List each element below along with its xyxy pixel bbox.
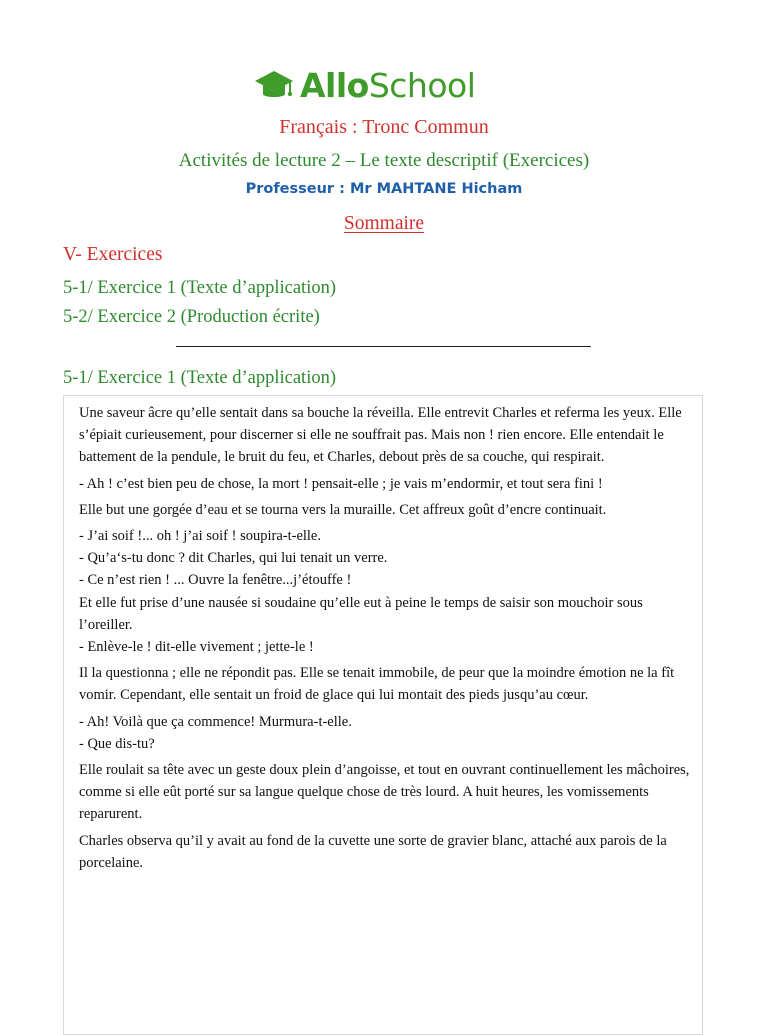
text-paragraph: Une saveur âcre qu’elle sentait dans sa bouche la réveilla. Elle entrevit Charles et referma les yeux. Elle s’épiait curieusement, pour discerner si elle ne souffrait pas. Mais non ! rien encore. Elle entendait le battement de la pendule, le bruit du feu, et Charles, debout près de sa couche, qui respirait. [79, 405, 682, 466]
text-paragraph: Il la questionna ; elle ne répondit pas. Elle se tenait immobile, de peur que la moindre émotion ne la fît vomir. Cependant, elle sentait un froid de glace qui lui montait des pieds jusqu’au cœur. [79, 665, 675, 704]
divider [176, 346, 591, 347]
text-paragraph: Charles observa qu’il y avait au fond de la cuvette une sorte de gravier blanc, attaché aux parois de la porcelaine. [79, 832, 667, 871]
text-paragraph: Et elle fut prise d’une nausée si soudaine qu’elle eut à peine le temps de saisir son mouchoir sous l’oreiller. [79, 594, 643, 633]
text-paragraph: - Ah ! c’est bien peu de chose, la mort ! pensait-elle ; je vais m’endormir, et tout sera fini ! [79, 475, 603, 492]
brand-name [300, 66, 475, 106]
text-paragraph: - Que dis-tu? [79, 735, 155, 752]
text-paragraph: Elle roulait sa tête avec un geste doux plein d’angoisse, et tout en ouvrant continuellement les mâchoires, comme si elle eût porté sur sa langue quelque chose de très lourd. A huit heures, les vomissements reparurent. [79, 762, 690, 823]
summary-title: Sommaire [343, 213, 425, 234]
text-paragraph: Elle but une gorgée d’eau et se tourna vers la muraille. Cet affreux goût d’encre continuait. [79, 501, 607, 518]
text-paragraph: - Ah! Voilà que ça commence! Murmura-t-elle. [79, 713, 352, 730]
teacher-name: Professeur : Mr MAHTANE Hicham [245, 181, 523, 197]
section-title: V- Exercices [63, 244, 163, 265]
text-paragraph: - Enlève-le ! dit-elle vivement ; jette-le ! [79, 639, 314, 656]
text-paragraph: - J’ai soif !... oh ! j’ai soif ! soupira-t-elle. [79, 528, 321, 545]
exercise-text [79, 402, 691, 874]
alloschool-logo[interactable] [254, 66, 475, 106]
brand-name-bold: Allo [300, 66, 369, 105]
toc-item-exercise-1[interactable]: 5-1/ Exercice 1 (Texte d’application) [63, 278, 336, 298]
exercise-heading: 5-1/ Exercice 1 (Texte d’application) [63, 368, 336, 388]
activity-title: Activités de lecture 2 – Le texte descriptif (Exercices) [178, 150, 590, 171]
graduation-cap-icon [254, 69, 294, 103]
toc-item-exercise-2[interactable]: 5-2/ Exercice 2 (Production écrite) [63, 307, 320, 327]
text-paragraph: - Ce n’est rien ! ... Ouvre la fenêtre...j’étouffe ! [79, 572, 352, 589]
course-subject: Français : Tronc Commun [279, 116, 489, 138]
brand-name-light: School [368, 66, 476, 105]
text-paragraph: - Qu’a‘s-tu donc ? dit Charles, qui lui tenait un verre. [79, 550, 388, 567]
